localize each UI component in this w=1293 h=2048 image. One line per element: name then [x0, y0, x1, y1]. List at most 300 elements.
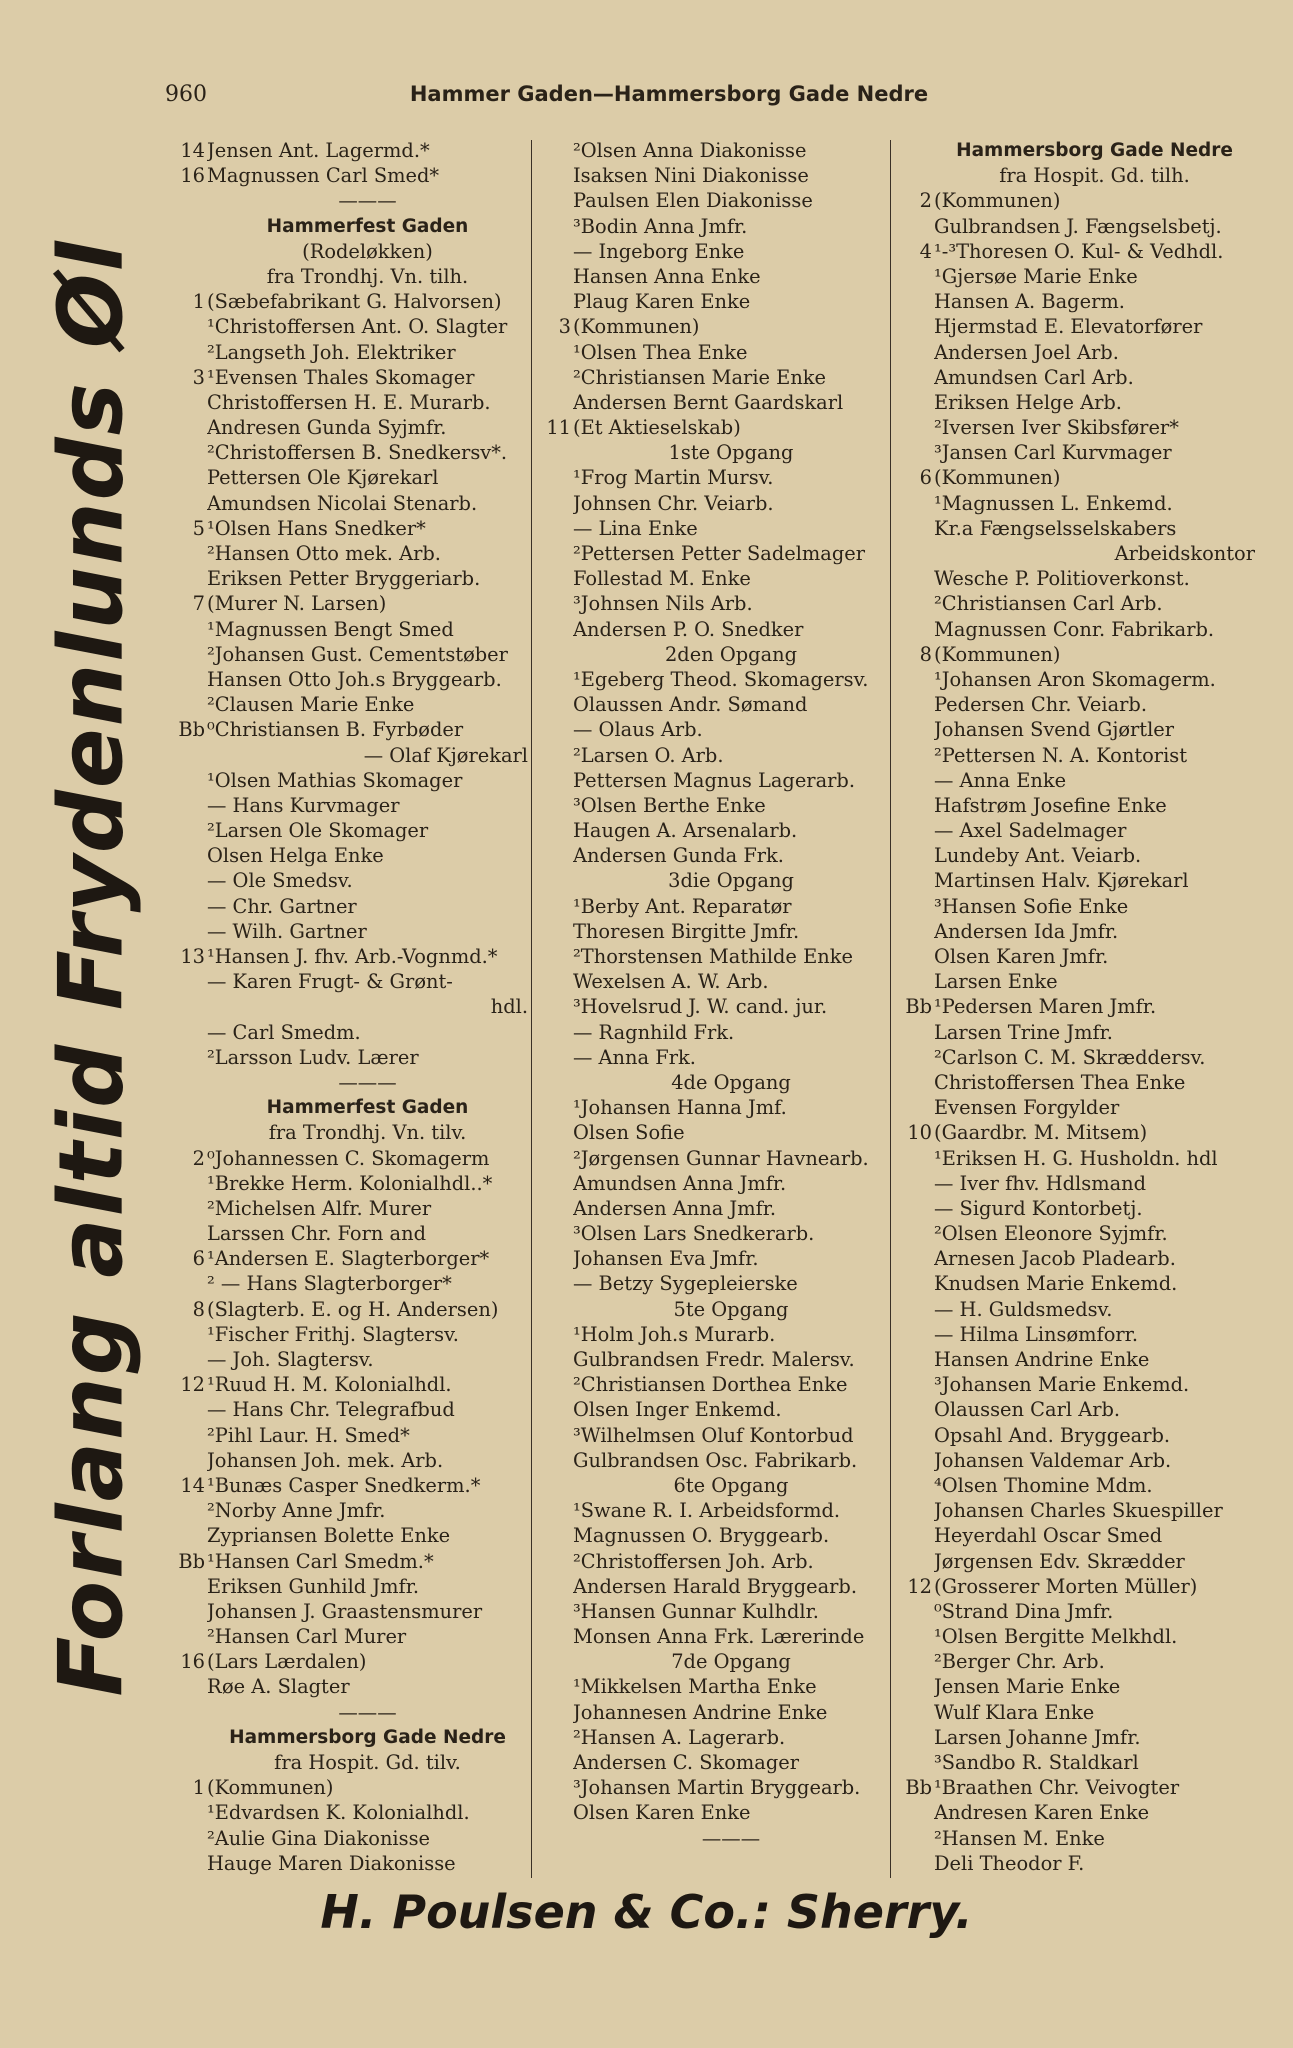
house-number: [168, 415, 207, 440]
entry-text: ³Hansen Gunnar Kulhdlr.: [573, 1599, 819, 1623]
directory-entry: [534, 415, 889, 440]
entry-text: ³Johansen Marie Enkemd.: [934, 1373, 1190, 1397]
entry-text: Amundsen Anna Jmfr.: [573, 1171, 787, 1195]
directory-entry: [895, 289, 1255, 314]
entry-text: Hjermstad E. Elevatorfører: [934, 315, 1203, 339]
entry-text: Magnussen Carl Smed*: [207, 164, 440, 188]
entry-text: ²Norby Anne Jmfr.: [207, 1499, 386, 1523]
house-number: [534, 969, 573, 994]
entry-text: Hansen Otto Joh.s Bryggearb.: [207, 667, 502, 691]
directory-entry: [895, 1851, 1255, 1876]
entry-text: 7de Opgang: [671, 1650, 791, 1674]
entry-text: 5te Opgang: [673, 1297, 789, 1321]
entry-text: Christoffersen H. E. Murarb.: [207, 390, 491, 414]
directory-entry: [895, 1221, 1255, 1246]
entry-text: Magnussen Conr. Fabrikarb.: [934, 617, 1215, 641]
directory-entry: [895, 692, 1255, 717]
house-number: [168, 340, 207, 365]
directory-entry: [168, 642, 528, 667]
house-number: [168, 1624, 207, 1649]
entry-text: ———: [338, 1070, 397, 1094]
entry-text: 1ste Opgang: [668, 441, 794, 465]
entry-text: Andresen Gunda Syjmfr.: [207, 416, 447, 440]
directory-entry: [895, 1020, 1255, 1045]
directory-entry: [168, 1800, 528, 1825]
house-number: [534, 1574, 573, 1599]
house-number: 16: [180, 164, 205, 188]
entry-text: Larsen Enke: [934, 970, 1058, 994]
house-number: [895, 1599, 934, 1624]
entry-text: Paulsen Elen Diakonisse: [573, 189, 813, 213]
house-number: [895, 1473, 934, 1498]
directory-entry: [168, 289, 528, 314]
entry-text: ¹Braathen Chr. Veivogter: [934, 1776, 1180, 1800]
entry-text: fra Trondhj. Vn. tilh.: [266, 264, 469, 288]
section-label: [168, 1700, 528, 1725]
directory-entry: [534, 969, 889, 994]
directory-entry: [895, 390, 1255, 415]
house-number: [534, 1448, 573, 1473]
entry-text: ¹Edvardsen K. Kolonialhdl.: [207, 1801, 470, 1825]
house-number: [895, 1523, 934, 1548]
house-number: 3: [192, 365, 205, 389]
house-number: [168, 390, 207, 415]
entry-text: Jensen Marie Enke: [934, 1675, 1121, 1699]
house-number: [895, 1674, 934, 1699]
entry-text: Larsen Trine Jmfr.: [934, 1020, 1113, 1044]
house-number: [168, 1750, 207, 1775]
directory-entry: [168, 667, 528, 692]
entry-text: ¹Mikkelsen Martha Enke: [573, 1675, 817, 1699]
house-number: [168, 566, 207, 591]
directory-entry: [168, 1649, 528, 1674]
directory-entry: [895, 868, 1255, 893]
house-number: [895, 1624, 934, 1649]
directory-entry: [168, 491, 528, 516]
entry-text: ¹Frog Martin Mursv.: [573, 466, 774, 490]
entry-text: Lundeby Ant. Veiarb.: [934, 844, 1142, 868]
house-number: [534, 667, 573, 692]
entry-text: ³Bodin Anna Jmfr.: [573, 214, 748, 238]
entry-text: — Hans Chr. Telegrafbud: [207, 1398, 455, 1422]
house-number: [534, 919, 573, 944]
directory-entry: [534, 743, 889, 768]
entry-text: ⁰Christiansen B. Fyrbøder: [207, 718, 464, 742]
house-number: [534, 1498, 573, 1523]
house-number: [895, 1221, 934, 1246]
house-number: [895, 1020, 934, 1045]
entry-text: Wexelsen A. W. Arb.: [573, 970, 769, 994]
entry-text: Pedersen Chr. Veiarb.: [934, 693, 1147, 717]
section-label: [168, 239, 528, 264]
entry-text: Jørgensen Edv. Skrædder: [934, 1549, 1185, 1573]
directory-entry: [534, 289, 889, 314]
house-number: [534, 994, 573, 1019]
section-label: [534, 1297, 889, 1322]
entry-text: Hammerfest Gaden: [266, 215, 469, 237]
entry-text: Christoffersen Thea Enke: [934, 1070, 1186, 1094]
entry-text: Johansen Svend Gjørtler: [934, 718, 1175, 742]
house-number: [534, 1196, 573, 1221]
entry-text: Eriksen Gunhild Jmfr.: [207, 1574, 420, 1598]
entry-text: ²Hansen Carl Murer: [207, 1625, 407, 1649]
directory-entry: [534, 1322, 889, 1347]
house-number: [895, 1196, 934, 1221]
directory-entry: [534, 1423, 889, 1448]
house-number: [895, 264, 934, 289]
directory-entry: [168, 1599, 528, 1624]
house-number: [534, 642, 573, 667]
directory-entry: [895, 1196, 1255, 1221]
entry-text: Hansen Andrine Enke: [934, 1348, 1150, 1371]
house-number: [534, 1095, 573, 1120]
directory-entry: [895, 491, 1255, 516]
house-number: Bb: [178, 718, 205, 742]
entry-text: — Olaus Arb.: [573, 718, 703, 742]
entry-text: ¹Hansen Carl Smedm.*: [207, 1549, 434, 1573]
directory-entry: [534, 390, 889, 415]
house-number: [534, 1397, 573, 1422]
entry-text: Wulf Klara Enke: [934, 1700, 1095, 1724]
entry-text: Olsen Helga Enke: [207, 844, 384, 868]
entry-text: ¹Olsen Hans Snedker*: [207, 516, 426, 540]
house-number: 3: [558, 315, 571, 339]
house-number: [534, 1549, 573, 1574]
entry-text: ¹Christoffersen Ant. O. Slagter: [207, 315, 508, 339]
house-number: [895, 214, 934, 239]
entry-text: ¹Magnussen Bengt Smed: [207, 617, 454, 641]
house-number: [534, 264, 573, 289]
entry-text: — Lina Enke: [573, 516, 698, 540]
directory-entry: [534, 1171, 889, 1196]
directory-entry: [895, 1246, 1255, 1271]
house-number: [534, 1045, 573, 1070]
house-number: [168, 667, 207, 692]
entry-text: ²Berger Chr. Arb.: [934, 1650, 1105, 1674]
entry-text: — Ole Smedsv.: [207, 869, 353, 893]
directory-entry: [168, 541, 528, 566]
entry-text: Andersen Harald Bryggearb.: [573, 1574, 857, 1598]
side-advertisement-text: Forlang altid Frydenlunds Øl: [39, 238, 142, 1697]
section-label: [534, 1070, 889, 1095]
entry-text: — Iver fhv. Hdlsmand: [934, 1171, 1147, 1195]
directory-entry: [895, 1473, 1255, 1498]
directory-entry: [534, 1523, 889, 1548]
entry-text: — Olaf Kjørekarl: [363, 743, 528, 767]
section-label: [168, 188, 528, 213]
entry-text: — Betzy Sygepleierske: [573, 1272, 798, 1296]
house-number: 14: [180, 1473, 205, 1497]
entry-text: ²Christoffersen B. Snedkersv*.: [207, 441, 508, 465]
entry-text: Arnesen Jacob Pladearb.: [934, 1247, 1176, 1271]
house-number: [895, 717, 934, 742]
entry-text: Hammersborg Gade Nedre: [956, 140, 1233, 161]
house-number: [534, 1599, 573, 1624]
entry-text: Johansen J. Graastensmurer: [207, 1599, 483, 1623]
column-divider: [890, 140, 891, 1878]
directory-entry: [534, 1549, 889, 1574]
entry-text: ¹Egeberg Theod. Skomagersv.: [573, 667, 869, 691]
entry-text: ¹Johansen Aron Skomagerm.: [934, 667, 1216, 691]
entry-text: Gulbrandsen Osc. Fabrikarb.: [573, 1448, 858, 1472]
house-number: [168, 1599, 207, 1624]
directory-entry: [895, 617, 1255, 642]
house-number: [168, 692, 207, 717]
house-number: [168, 793, 207, 818]
street-heading: [168, 1725, 528, 1750]
entry-text: ⁰Strand Dina Jmfr.: [934, 1599, 1114, 1623]
directory-entry: [534, 894, 889, 919]
directory-entry: [895, 1700, 1255, 1725]
entry-text: fra Trondhj. Vn. tilv.: [268, 1121, 467, 1145]
entry-text: ¹Gjersøe Marie Enke: [934, 264, 1138, 288]
directory-entry: [895, 1599, 1255, 1624]
directory-entry: [534, 138, 889, 163]
directory-entry: [534, 1599, 889, 1624]
house-number: [534, 440, 573, 465]
directory-entry: [534, 1146, 889, 1171]
house-number: [534, 1221, 573, 1246]
directory-entry: [895, 1523, 1255, 1548]
house-number: [534, 1171, 573, 1196]
directory-entry: [895, 843, 1255, 868]
directory-entry: [534, 1020, 889, 1045]
directory-entry: [895, 1498, 1255, 1523]
entry-text: Andersen Joel Arb.: [934, 340, 1119, 364]
house-number: [168, 1725, 207, 1750]
entry-text: Pettersen Ole Kjørekarl: [207, 466, 439, 490]
house-number: [534, 1649, 573, 1674]
directory-entry: [895, 566, 1255, 591]
house-number: [168, 1070, 207, 1095]
directory-entry: [168, 440, 528, 465]
house-number: [895, 541, 934, 566]
house-number: [534, 717, 573, 742]
house-number: [534, 1347, 573, 1372]
directory-entry: [895, 1297, 1255, 1322]
entry-text: (Kommunen): [573, 315, 700, 339]
entry-text: ³Hovelsrud J. W. cand. jur.: [573, 995, 828, 1019]
house-number: [534, 390, 573, 415]
directory-entry: [895, 717, 1255, 742]
house-number: [895, 1095, 934, 1120]
side-advertisement: [28, 238, 153, 1697]
house-number: [168, 1700, 207, 1725]
directory-column-3: [895, 138, 1255, 1876]
directory-entry: [895, 541, 1255, 566]
entry-text: — Carl Smedm.: [207, 1020, 361, 1044]
directory-entry: [534, 1120, 889, 1145]
house-number: [895, 1246, 934, 1271]
entry-text: ———: [338, 1700, 397, 1724]
street-heading: [895, 138, 1255, 163]
directory-entry: [534, 1700, 889, 1725]
house-number: Bb: [178, 1549, 205, 1573]
house-number: [895, 667, 934, 692]
entry-text: — Joh. Slagtersv.: [207, 1348, 374, 1371]
house-number: [895, 1448, 934, 1473]
entry-text: ²Christiansen Marie Enke: [573, 365, 827, 389]
entry-text: Johnsen Chr. Veiarb.: [573, 491, 774, 515]
house-number: 6: [919, 466, 932, 490]
entry-text: Olsen Karen Enke: [573, 1801, 751, 1825]
directory-entry: [534, 1095, 889, 1120]
entry-text: ¹Fischer Frithj. Slagtersv.: [207, 1322, 459, 1346]
entry-text: ¹Holm Joh.s Murarb.: [573, 1322, 776, 1346]
section-label: [534, 1473, 889, 1498]
house-number: [534, 1372, 573, 1397]
house-number: 11: [546, 416, 571, 440]
entry-text: Magnussen O. Bryggearb.: [573, 1524, 830, 1548]
house-number: [168, 440, 207, 465]
entry-text: — Sigurd Kontorbetj.: [934, 1196, 1143, 1220]
house-number: [534, 1624, 573, 1649]
house-number: [895, 1271, 934, 1296]
entry-text: Arbeidskontor: [1114, 542, 1255, 565]
house-number: 1: [192, 290, 205, 314]
house-number: 10: [907, 1121, 932, 1145]
entry-text: Olaussen Andr. Sømand: [573, 693, 808, 717]
directory-entry: [168, 1045, 528, 1070]
directory-entry: [534, 843, 889, 868]
house-number: [168, 239, 207, 264]
entry-text: ¹Olsen Bergitte Melkhdl.: [934, 1625, 1178, 1649]
entry-text: 4de Opgang: [671, 1070, 791, 1094]
entry-text: (Gaardbr. M. Mitsem): [934, 1121, 1148, 1145]
entry-text: Andersen Ida Jmfr.: [934, 919, 1119, 943]
house-number: [168, 188, 207, 213]
directory-entry: [895, 642, 1255, 667]
directory-entry: [168, 1297, 528, 1322]
entry-text: ²Larsson Ludv. Lærer: [207, 1045, 419, 1069]
house-number: [168, 541, 207, 566]
entry-text: (Kommunen): [934, 642, 1061, 666]
directory-entry: [534, 1574, 889, 1599]
directory-entry: [534, 1372, 889, 1397]
house-number: [895, 1297, 934, 1322]
entry-text: Andersen Gunda Frk.: [573, 844, 784, 868]
directory-entry: [895, 1549, 1255, 1574]
section-label: [534, 440, 889, 465]
entry-text: 6te Opgang: [673, 1473, 789, 1497]
entry-text: ¹Olsen Mathias Skomager: [207, 768, 463, 792]
entry-text: ¹Ruud H. M. Kolonialhdl.: [207, 1373, 452, 1397]
house-number: [534, 1826, 573, 1851]
entry-text: ⁴Olsen Thomine Mdm.: [934, 1473, 1153, 1497]
entry-text: Hauge Maren Diakonisse: [207, 1851, 456, 1875]
entry-text: ³Sandbo R. Staldkarl: [934, 1751, 1139, 1774]
house-number: [895, 1045, 934, 1070]
directory-entry: [895, 1146, 1255, 1171]
entry-text: Haugen A. Arsenalarb.: [573, 819, 798, 843]
section-label: [168, 1750, 528, 1775]
house-number: [895, 390, 934, 415]
entry-text: ———: [338, 189, 397, 213]
section-label: [534, 642, 889, 667]
house-number: 16: [180, 1650, 205, 1674]
entry-text: (Et Aktieselskab): [573, 416, 741, 440]
directory-entry: [534, 163, 889, 188]
house-number: 1: [192, 1776, 205, 1800]
entry-text: Hafstrøm Josefine Enke: [934, 793, 1167, 817]
house-number: [168, 1095, 207, 1120]
entry-text: ¹Olsen Thea Enke: [573, 340, 748, 364]
directory-entry: [895, 743, 1255, 768]
directory-entry: [895, 1775, 1255, 1800]
house-number: 7: [192, 592, 205, 616]
directory-entry: [895, 1271, 1255, 1296]
house-number: [534, 1750, 573, 1775]
directory-entry: [534, 491, 889, 516]
directory-entry: [534, 314, 889, 339]
directory-entry: [168, 1523, 528, 1548]
house-number: [895, 692, 934, 717]
entry-text: (Lars Lærdalen): [207, 1650, 367, 1674]
entry-text: — Hilma Linsømforr.: [934, 1322, 1138, 1346]
directory-entry: [168, 617, 528, 642]
directory-entry: [895, 1347, 1255, 1372]
house-number: [895, 440, 934, 465]
house-number: [534, 1800, 573, 1825]
house-number: [534, 465, 573, 490]
house-number: [534, 617, 573, 642]
directory-entry: [534, 340, 889, 365]
entry-text: Andersen Anna Jmfr.: [573, 1196, 777, 1220]
directory-entry: [534, 617, 889, 642]
house-number: [168, 743, 207, 768]
entry-text: Evensen Forgylder: [934, 1096, 1120, 1120]
house-number: [895, 491, 934, 516]
house-number: [534, 365, 573, 390]
entry-text: fra Hospit. Gd. tilh.: [999, 164, 1190, 188]
house-number: [895, 1070, 934, 1095]
house-number: [895, 1397, 934, 1422]
directory-entry: [895, 1372, 1255, 1397]
directory-entry: [168, 768, 528, 793]
entry-text: ¹Pedersen Maren Jmfr.: [934, 995, 1157, 1019]
entry-text: Kr.a Fængselsselskabers: [934, 516, 1177, 540]
directory-entry: [534, 1725, 889, 1750]
directory-entry: [534, 591, 889, 616]
house-number: [168, 1523, 207, 1548]
column-divider: [531, 140, 532, 1878]
directory-entry: [168, 1372, 528, 1397]
directory-entry: [895, 1800, 1255, 1825]
house-number: 14: [180, 139, 205, 162]
house-number: Bb: [905, 995, 932, 1019]
house-number: [895, 591, 934, 616]
house-number: [895, 566, 934, 591]
directory-entry: [895, 516, 1255, 541]
entry-text: Isaksen Nini Diakonisse: [573, 164, 809, 188]
house-number: [168, 1045, 207, 1070]
entry-text: — Axel Sadelmager: [934, 819, 1127, 843]
entry-text: Monsen Anna Frk. Lærerinde: [573, 1625, 865, 1649]
directory-entry: [895, 1826, 1255, 1851]
house-number: [895, 415, 934, 440]
house-number: [168, 491, 207, 516]
entry-text: ²Michelsen Alfr. Murer: [207, 1196, 432, 1220]
directory-entry: [895, 314, 1255, 339]
house-number: [534, 1775, 573, 1800]
house-number: [895, 743, 934, 768]
entry-text: ²Pettersen N. A. Kontorist: [934, 743, 1188, 767]
house-number: [168, 1851, 207, 1876]
house-number: [895, 617, 934, 642]
house-number: 12: [907, 1574, 932, 1598]
directory-entry: [895, 415, 1255, 440]
entry-text: 2den Opgang: [664, 642, 798, 666]
